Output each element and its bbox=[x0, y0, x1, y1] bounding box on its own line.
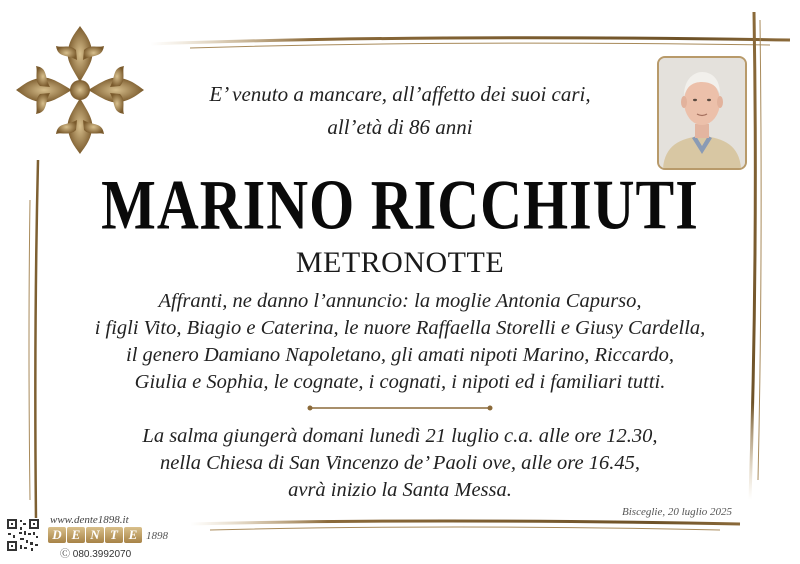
deceased-name: MARINO RICCHIUTI bbox=[101, 165, 699, 245]
family-line-1: Affranti, ne danno l’annuncio: la moglie Antonia Capurso, bbox=[158, 290, 642, 312]
funeral-line-2: nella Chiesa di San Vincenzo de’ Paoli ove, alle ore 16.45, bbox=[160, 452, 640, 474]
top-border-line-thin bbox=[190, 43, 770, 48]
funeral-line-3: avrà inizio la Santa Messa. bbox=[288, 479, 512, 501]
qr-code-icon bbox=[6, 518, 40, 552]
intro-line-2: all’età di 86 anni bbox=[327, 115, 473, 139]
family-line-2: i figli Vito, Biagio e Caterina, le nuore Raffaella Storelli e Giusy Cardella, bbox=[94, 317, 706, 339]
bottom-border-line bbox=[190, 521, 740, 524]
logo-letter: E bbox=[67, 527, 85, 543]
logo-letter: E bbox=[124, 527, 142, 543]
logo-letter: T bbox=[105, 527, 123, 543]
bottom-border-line-thin bbox=[210, 527, 720, 530]
funeral-line-1: La salma giungerà domani lunedì 21 luglio c.a. alle ore 12.30, bbox=[142, 425, 658, 447]
agency-logo bbox=[48, 527, 146, 544]
logo-letter: N bbox=[86, 527, 104, 543]
agency-branding bbox=[6, 514, 206, 560]
intro-line-1: E’ venuto a mancare, all’affetto dei suoi cari, bbox=[209, 82, 591, 106]
portrait-image bbox=[659, 58, 745, 168]
family-line-4: Giulia e Sophia, le cognate, i cognati, i nipoti ed i familiari tutti. bbox=[134, 371, 666, 393]
agency-phone: Ⓒ 080.3992070 bbox=[60, 549, 132, 560]
agency-year: 1898 bbox=[146, 530, 168, 542]
family-line-3: il genero Damiano Napoletano, gli amati nipoti Marino, Riccardo, bbox=[126, 344, 674, 366]
deceased-profession: METRONOTTE bbox=[295, 246, 505, 279]
place-and-date: Bisceglie, 20 luglio 2025 bbox=[622, 506, 732, 518]
logo-letter: D bbox=[48, 527, 66, 543]
deceased-photo bbox=[657, 56, 747, 170]
divider-ornament bbox=[308, 406, 493, 411]
agency-website: www.dente1898.it bbox=[50, 514, 129, 526]
